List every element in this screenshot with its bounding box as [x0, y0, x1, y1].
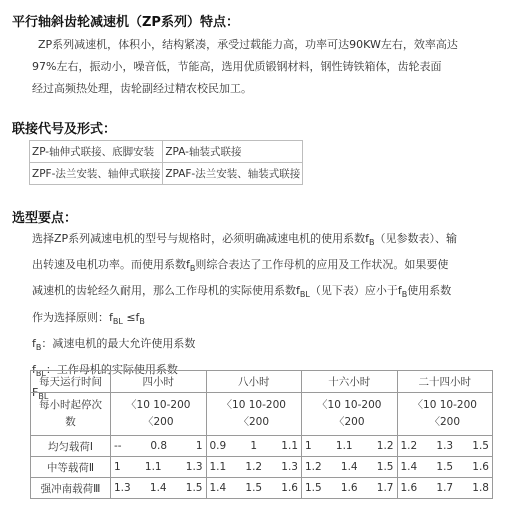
table-row-label: 均匀载荷Ⅰ: [31, 436, 111, 457]
table-row: [31, 436, 493, 457]
table-row: [30, 141, 303, 163]
features-paragraph: [32, 34, 512, 100]
table-cell: 1.2 1.3 1.5: [397, 436, 493, 457]
table-group-header: 八小时: [206, 371, 302, 393]
table-header-row: [31, 371, 493, 393]
table-cell: ZP-轴伸式联接、底脚安装: [30, 141, 163, 163]
selection-line-3: 减速机的齿轮经久耐用，那么工作母机的实际使用系数$f_{BL}$（见下表）应小于$f_B$使用系数: [32, 284, 452, 300]
fbl-label: $F_{BL}$: [32, 386, 49, 402]
table-row: [31, 393, 493, 436]
table-cell: -- 0.8 1: [111, 436, 207, 457]
table-cell: 1.4 1.5 1.6: [206, 478, 302, 499]
features-line-3: 经过高频热处理，齿轮副经过精农校民加工。: [32, 82, 252, 95]
table-cell: 0.9 1 1.1: [206, 436, 302, 457]
table-group-header: 二十四小时: [397, 371, 493, 393]
table-cell: 1.5 1.6 1.7: [302, 478, 398, 499]
table-cell: 1.2 1.4 1.5: [302, 457, 398, 478]
table-group-header: 十六小时: [302, 371, 398, 393]
selection-line-2: 出转速及电机功率。而使用系数$f_B$则综合表达了工作母机的应用及工作状况。如果要使: [32, 258, 449, 274]
features-line-1: ZP系列减速机，体积小，结构紧凑，承受过载能力高，功率可达90KW左右，效率高达: [38, 38, 458, 51]
definition-fb: $f_B$：减速电机的最大允许使用系数: [32, 336, 196, 352]
table-cell: 〈10 10-200 〈200: [397, 393, 493, 436]
table-cell: 1.3 1.4 1.5: [111, 478, 207, 499]
table-cell: 〈10 10-200 〈200: [206, 393, 302, 436]
features-line-2: 97%左右，振动小，噪音低，节能高，选用优质锻钢材料，钢性铸铁箱体，齿轮表面: [32, 60, 442, 73]
table-row: [30, 163, 303, 185]
selection-line-4: 作为选择原则：$f_{BL} \le f_B$: [32, 310, 145, 326]
table-cell: 〈10 10-200 〈200: [302, 393, 398, 436]
table-row: [31, 457, 493, 478]
table-row-label: 强冲南载荷Ⅲ: [31, 478, 111, 499]
section-title-selection: 选型要点：: [12, 211, 78, 226]
section-title-connection: 联接代号及形式：: [12, 122, 117, 137]
table-cell: ZPF-法兰安装、轴伸式联接: [30, 163, 163, 185]
table-row-label: 每小时起停次 数: [31, 393, 111, 436]
table-corner-cell: 每天运行时间: [31, 371, 111, 393]
table-row-label: 中等载荷Ⅱ: [31, 457, 111, 478]
table-cell: 1 1.1 1.2: [302, 436, 398, 457]
table-cell: 1 1.1 1.3: [111, 457, 207, 478]
table-group-header: 四小时: [111, 371, 207, 393]
selection-line-1: 选择ZP系列减速电机的型号与规格时，必须明确减速电机的使用系数$f_B$（见参数表）、输: [32, 232, 458, 248]
definition-fbl: $f_{BL}$：工作母机的实际使用系数: [32, 362, 178, 379]
table-cell: ZPA-轴装式联接: [163, 141, 303, 163]
table-row: [31, 478, 493, 499]
connection-table: [29, 140, 303, 185]
service-factor-table: [30, 370, 493, 499]
table-cell: 1.6 1.7 1.8: [397, 478, 493, 499]
table-cell: 1.4 1.5 1.6: [397, 457, 493, 478]
table-cell: 1.1 1.2 1.3: [206, 457, 302, 478]
table-cell: ZPAF-法兰安装、轴装式联接: [163, 163, 303, 185]
table-cell: 〈10 10-200 〈200: [111, 393, 207, 436]
section-title-features: 平行轴斜齿轮减速机（ZP系列）特点：: [12, 15, 239, 30]
